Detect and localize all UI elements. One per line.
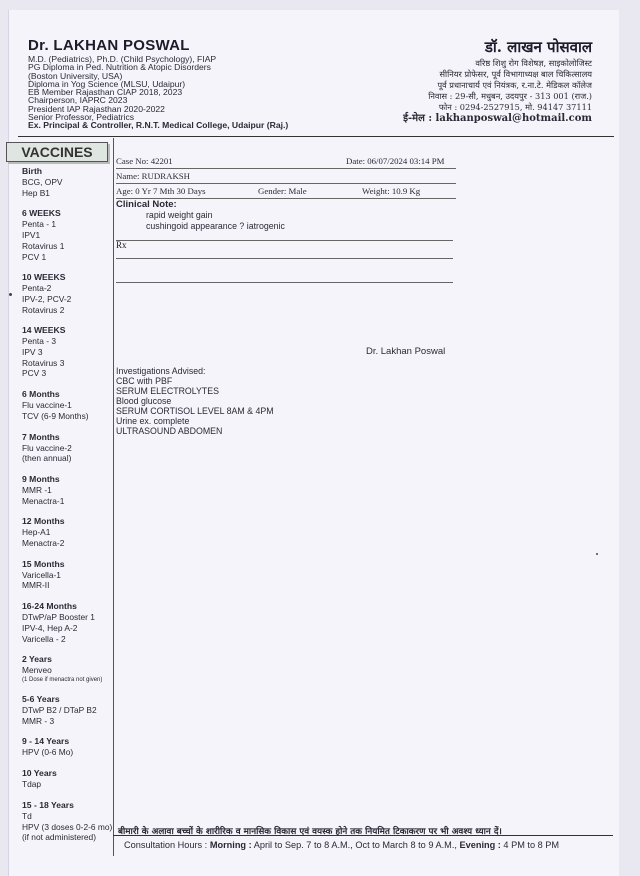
qualification-line: Senior Professor, Pediatrics (28, 112, 135, 123)
case-number: Case No: 42201 (116, 156, 173, 166)
rx-rule-2 (116, 282, 453, 283)
vaccine-item: Varicella - 2 (22, 633, 66, 644)
vaccine-item: Hep B1 (22, 187, 50, 198)
vaccine-age: 14 WEEKS (22, 325, 66, 336)
vaccine-group (22, 432, 114, 464)
vaccine-age: 12 Months (22, 516, 65, 527)
email-line: ई-मेल : lakhanposwal@hotmail.com (403, 113, 592, 124)
qualification-line: (Boston University, USA) (28, 70, 123, 81)
vaccine-item: Varicella-1 (22, 569, 61, 580)
vaccine-item: HPV (3 doses 0-2-6 mo) (22, 821, 113, 832)
patient-name: Name: RUDRAKSH (116, 171, 191, 181)
vaccine-age: Birth (22, 166, 43, 176)
vaccine-item: MMR - 3 (22, 715, 55, 726)
vaccine-age: 10 Years (22, 768, 57, 779)
name-row (116, 169, 456, 184)
case-row (116, 154, 456, 169)
hindi-details (403, 58, 592, 124)
investigation-item: ULTRASOUND ABDOMEN (116, 426, 223, 436)
investigation-item: CBC with PBF (116, 376, 173, 386)
vaccine-item: Menactra-1 (22, 495, 65, 506)
vaccine-item: IPV 3 (22, 347, 43, 358)
investigations (116, 366, 274, 436)
morning-label: Morning : (209, 840, 252, 850)
qualification-line: President IAP Rajasthan 2020-2022 (28, 103, 165, 114)
patient-gender: Gender: Male (258, 186, 307, 196)
patient-age: Age: 0 Yr 7 Mth 30 Days (116, 186, 206, 196)
doctor-name: Dr. LAKHAN POSWAL (28, 37, 190, 54)
vaccine-item: Menveo (22, 665, 52, 676)
sidebar-divider (113, 138, 114, 856)
vaccine-item: IPV-2, PCV-2 (22, 293, 72, 304)
investigation-item: SERUM ELECTROLYTES (116, 386, 219, 396)
header-english (28, 38, 308, 130)
clinical-note-title: Clinical Note: (116, 199, 177, 210)
vaccine-item: BCG, OPV (22, 177, 63, 187)
header-hindi (403, 38, 592, 124)
vaccine-item: MMR -1 (22, 484, 52, 495)
vaccine-item: Rotavirus 1 (22, 240, 65, 251)
vaccine-age: 7 Months (22, 431, 60, 442)
hindi-line: पूर्व प्रधानाचार्य एवं नियंत्रक, र.ना.टे. मेडिकल कॉलेज (437, 80, 592, 90)
vaccine-age: 16-24 Months (22, 601, 77, 612)
position-line: Ex. Principal & Controller, R.N.T. Medical College, Udaipur (Raj.) (28, 120, 289, 131)
rx-rule-1 (116, 258, 453, 259)
vaccine-item: Menactra-2 (22, 538, 65, 549)
hindi-line: सीनियर प्रोफेसर, पूर्व विभागाध्यक्ष बाल चिकित्सालय (439, 69, 592, 79)
patient-weight: Weight: 10.9 Kg (362, 186, 421, 196)
vaccine-item: (then annual) (22, 453, 72, 464)
investigation-item: Urine ex. complete (116, 416, 190, 426)
vaccine-item: Flu vaccine-1 (22, 400, 72, 411)
vaccine-item: DTwP B2 / DTaP B2 (22, 704, 97, 715)
footer-divider (113, 835, 613, 836)
rx-label: Rx (116, 240, 127, 250)
vaccine-item: Penta-2 (22, 283, 52, 294)
vaccine-age: 15 - 18 Years (22, 799, 74, 810)
vaccine-group (22, 272, 114, 315)
vaccine-group (22, 694, 114, 726)
vaccine-item: IPV1 (22, 230, 41, 241)
clinical-note-line: rapid weight gain (146, 210, 213, 220)
age-row (116, 184, 456, 199)
vaccine-group (22, 325, 114, 379)
qualification-line: EB Member Rajasthan CIAP 2018, 2023 (28, 87, 183, 98)
vaccine-group (22, 736, 114, 758)
vaccines-title: VACCINES (6, 142, 108, 162)
vaccine-age: 2 Years (22, 654, 52, 665)
qualification-line: Chairperson, IAPRC 2023 (28, 95, 128, 106)
investigation-item: Blood glucose (116, 396, 172, 406)
vaccine-item: (if not administered) (22, 832, 97, 843)
vaccine-note: (1 Dose if menactra not given) (22, 676, 103, 683)
qualification-line: Diploma in Yog Science (MLSU, Udaipur) (28, 78, 186, 89)
vaccine-group (22, 208, 114, 262)
hours-label: Consultation Hours : (124, 840, 208, 850)
qualifications (28, 55, 308, 130)
vaccine-item: IPV-4, Hep A-2 (22, 622, 78, 633)
clinical-note-rule (116, 240, 453, 241)
hindi-line: फोन : 0294-2527915, मो. 94147 37111 (438, 102, 592, 112)
vaccine-item: Penta - 3 (22, 336, 56, 347)
investigation-item: SERUM CORTISOL LEVEL 8AM & 4PM (116, 406, 274, 416)
vaccine-item: Penta - 1 (22, 219, 56, 230)
vaccine-item: Flu vaccine-2 (22, 442, 72, 453)
signature: Dr. Lakhan Poswal (366, 346, 446, 357)
vaccine-item: MMR-II (22, 580, 50, 591)
clinical-note-line: cushingoid appearance ? iatrogenic (146, 221, 285, 231)
vaccine-age: 9 Months (22, 473, 60, 484)
vaccine-item: Hep-A1 (22, 527, 51, 538)
evening-text: 4 PM to 8 PM (503, 840, 560, 850)
vaccine-group (22, 389, 114, 421)
vaccine-item: TCV (6-9 Months) (22, 410, 89, 421)
hindi-doctor-name: डॉ. लाखन पोसवाल (484, 38, 592, 56)
qualification-line: PG Diploma in Ped. Nutrition & Atopic Disorders (28, 62, 211, 73)
vaccine-group (22, 601, 114, 644)
ink-speck (596, 553, 598, 555)
vaccine-item: PCV 3 (22, 368, 47, 379)
header-divider (18, 136, 614, 137)
vaccine-group (22, 768, 114, 790)
ink-speck (9, 293, 12, 296)
hindi-line: वरिष्ठ शिशु रोग विशेषज्ञ, साइकोलोजिस्ट (475, 58, 592, 68)
visit-date: Date: 06/07/2024 03:14 PM (346, 156, 445, 166)
vaccine-age: 10 WEEKS (22, 272, 66, 283)
vaccine-group (22, 654, 114, 684)
morning-text: April to Sep. 7 to 8 A.M., Oct to March 8 to 9 A.M., (253, 840, 457, 850)
vaccine-item: HPV (0-6 Mo) (22, 747, 74, 758)
vaccine-item: Rotavirus 3 (22, 357, 65, 368)
footer-note: बीमारी के अलावा बच्चों के शारीरिक व मानसिक विकास एवं वयस्क होने तक नियमित टिकाकरण पर भी अवश्य ध्यान दें। (118, 827, 502, 837)
vaccine-age: 6 WEEKS (22, 208, 61, 219)
hindi-line: निवास : 29-सी, मधुबन, उदयपुर - 313 001 (राज.) (428, 91, 592, 101)
vaccine-group (22, 559, 114, 591)
vaccine-item: Tdap (22, 779, 42, 790)
vaccine-group (22, 516, 114, 548)
vaccine-item: Td (22, 810, 32, 821)
evening-label: Evening : (459, 840, 501, 850)
vaccine-age: 6 Months (22, 389, 60, 400)
consultation-hours (124, 840, 559, 850)
vaccine-age: 15 Months (22, 558, 65, 569)
patient-details (116, 154, 456, 232)
investigations-title: Investigations Advised: (116, 366, 206, 376)
vaccine-group (22, 474, 114, 506)
vaccine-age: 9 - 14 Years (22, 736, 70, 747)
qualification-line: M.D. (Pediatrics), Ph.D. (Child Psychology), FIAP (28, 54, 217, 64)
vaccine-age: 5-6 Years (22, 693, 60, 704)
vaccine-group (22, 800, 114, 843)
vaccine-item: Rotavirus 2 (22, 304, 65, 315)
vaccine-group (22, 166, 114, 198)
vaccine-schedule (22, 166, 114, 853)
vaccine-item: PCV 1 (22, 251, 47, 262)
vaccine-item: DTwP/aP Booster 1 (22, 612, 95, 623)
